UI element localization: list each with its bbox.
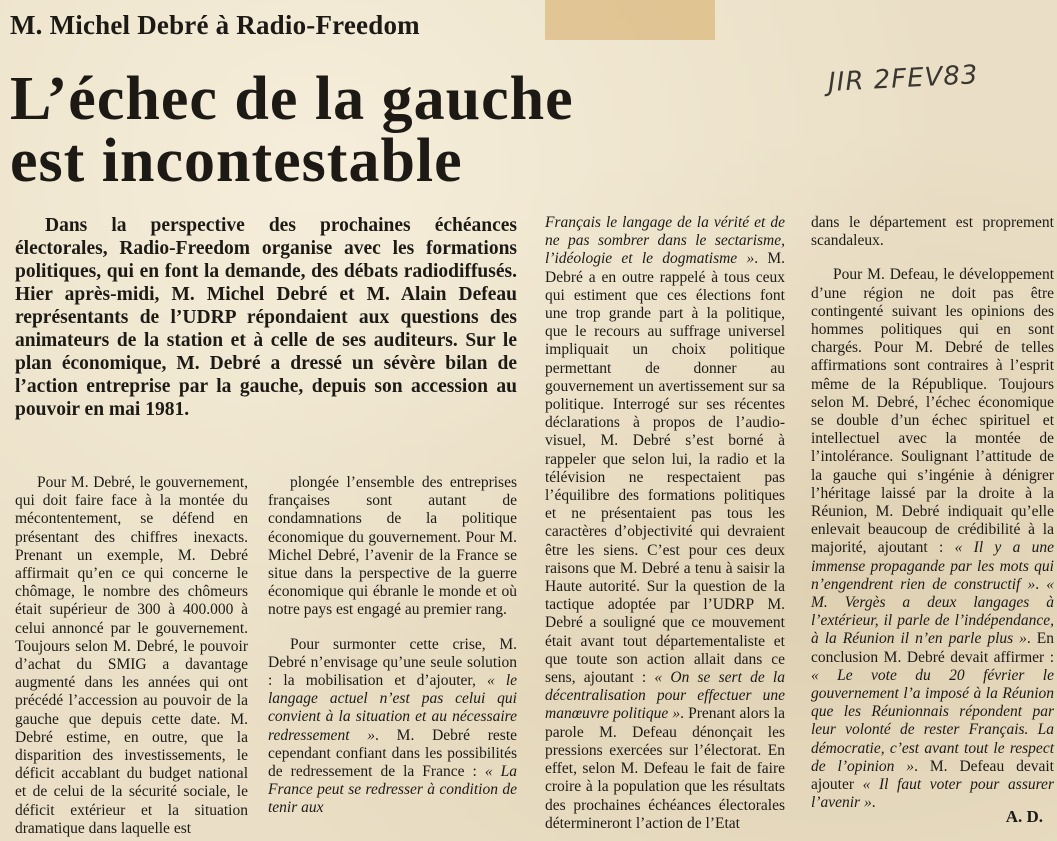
text-run: . Prenant alors la parole M. Defeau dénonçait les pressions exercées sur l’électorat. En effet, selon M. Defeau le fait de faire croire à la population que les résultats des prochaines échéances électorales détermineront l’action de l’Etat <box>545 705 785 832</box>
article-headline <box>10 65 770 195</box>
headline-line-1: L’échec de la gauche <box>10 65 574 133</box>
text-run: . M. Debré reste cependant confiant dans les possibilités de redressement de la France : <box>268 726 518 781</box>
body-column-1 <box>15 474 248 838</box>
quote: « Le vote du 20 février le gouvernement l’a imposé à la Réunion que les Réunionnais répondent par leur volonté de rester Français. La démocratie, c’est avant tout le respect de l’opinion » <box>811 666 1054 775</box>
article-lead: Dans la perspective des prochaines échéances électorales, Radio-Freedom organise avec les formations politiques, qui en font la demande, des débats radiodiffusés. Hier après-midi, M. Michel Debré et M. Alain Defeau représentants de l’UDRP répondaient aux questions des animateurs de la station et à celle de ses auditeurs. Sur le plan économique, M. Debré a dressé un sévère bilan de l’action entreprise par la gauche, depuis son accession au pouvoir en mai 1981. <box>15 215 517 420</box>
paragraph: plongée l’ensemble des entreprises françaises sont autant de condamnations de la politique économique du gouvernement. Pour M. Michel Debré, l’avenir de la France se situe dans la perspective de la guerre économique qui ébranle le monde et où notre pays est engagé au premier rang. <box>268 474 517 619</box>
quote: « Il y a une immense propagande par les mots qui n’engendrent rien de constructif » <box>811 539 1054 593</box>
quote: « La France peut se redresser à condition de tenir aux <box>268 763 517 817</box>
body-column-4 <box>811 214 1054 813</box>
paragraph: Pour M. Debré, le gouvernement, qui doit faire face à la montée du mécontentement, se défend en présentant des chiffres inexacts. Prenant un exemple, M. Debré affirmait qu’en ce qui concerne le chômage, le nombre des chômeurs était supérieur de 300 à 400.000 à celui annoncé par le gouvernement. Toujours selon M. Debré, le pouvoir d’achat du SMIG a davantage augmenté dans les années qui ont précédé l’accession au pouvoir de la gauche que depuis cette date. M. Debré estime, en outre, que la disparition des investissements, le déficit accablant du budget national et de celui de la sécurité sociale, le déficit extérieur et la situation dramatique dans laquelle est <box>15 474 248 837</box>
handwritten-date-note: JIR 2FEV83 <box>827 60 980 98</box>
text-run: . En conclusion M. Debré devait affirmer : <box>811 630 1055 666</box>
article-kicker: M. Michel Debré à Radio-Freedom <box>10 10 420 40</box>
text-run: . M. Debré a en outre rappelé à tous ceux qui estiment que ces élections font une trop grande part à la politique, que le recours au suffrage universel impliquait un choix politique permettant de donner au gouvernement un avertissement sur sa politique. Interrogé sur ses récentes déclarations à propos de l’audio-visuel, M. Debré s’est borné à rappeler que selon lui, la radio et la télévision ne respectaient pas l’équilibre des formations politiques et ne présentaient pas tous les caractères d’objectivité qui devraient être les siens. C’est pour ces deux raisons que M. Debré a tenu à saisir la Haute autorité. Sur la question de la tactique adoptée par l’UDRP M. Debré a souligné que ce mouvement était avant tout départementaliste et que toute son action allait dans ce sens, ajoutant : <box>545 250 785 687</box>
text-run: . <box>1035 575 1047 593</box>
author-signature: A. D. <box>1005 807 1043 826</box>
adhesive-tape <box>545 0 715 40</box>
quote: « On se sert de la décentralisation pour effectuer une manœuvre politique » <box>545 669 785 723</box>
paragraph <box>268 636 517 818</box>
text-run: Pour surmonter cette crise, M. Debré n’envisage qu’une seule solution : la mobilisation et d’ajouter, <box>268 635 517 690</box>
text-run: . <box>871 794 876 812</box>
paragraph: dans le département est proprement scandaleux. <box>811 214 1054 250</box>
headline-line-2: est incontestable <box>10 127 463 195</box>
text-run: . M. Defeau devait ajouter <box>811 757 1054 794</box>
quote: « Il faut voter pour assurer l’avenir » <box>811 776 1054 812</box>
quote: « le langage actuel n’est pas celui qui convient à la situation et au nécessaire redressement » <box>268 672 518 744</box>
paragraph <box>811 266 1054 812</box>
body-column-3 <box>545 214 785 833</box>
text-run: Pour M. Defeau, le développement d’une région ne doit pas être contingenté suivant les opinions des hommes politiques qui en sont chargés. Pour M. Debré de telles affirmations sont contraires à l’esprit même de la République. Toujours selon M. Debré, l’échec économique se double d’un échec spirituel et intellectuel avec la montée de l’intolérance. Soulignant l’attitude de la gauche qui s’ingénie à dénigrer l’héritage laissé par la droite à la Réunion, M. Debré indiquait qu’elle enlevait beaucoup de crédibilité à la majorité, ajoutant : <box>811 266 1054 557</box>
body-column-2 <box>268 474 517 818</box>
paragraph <box>545 214 785 833</box>
quote: « M. Vergès a deux langages à l’extérieur, il parle de l’indépendance, à la Réunion il n’en parle plus » <box>811 575 1055 648</box>
quote: Français le langage de la vérité et de ne pas sombrer dans le sectarisme, l’idéologie et le dogmatisme » <box>545 214 785 268</box>
